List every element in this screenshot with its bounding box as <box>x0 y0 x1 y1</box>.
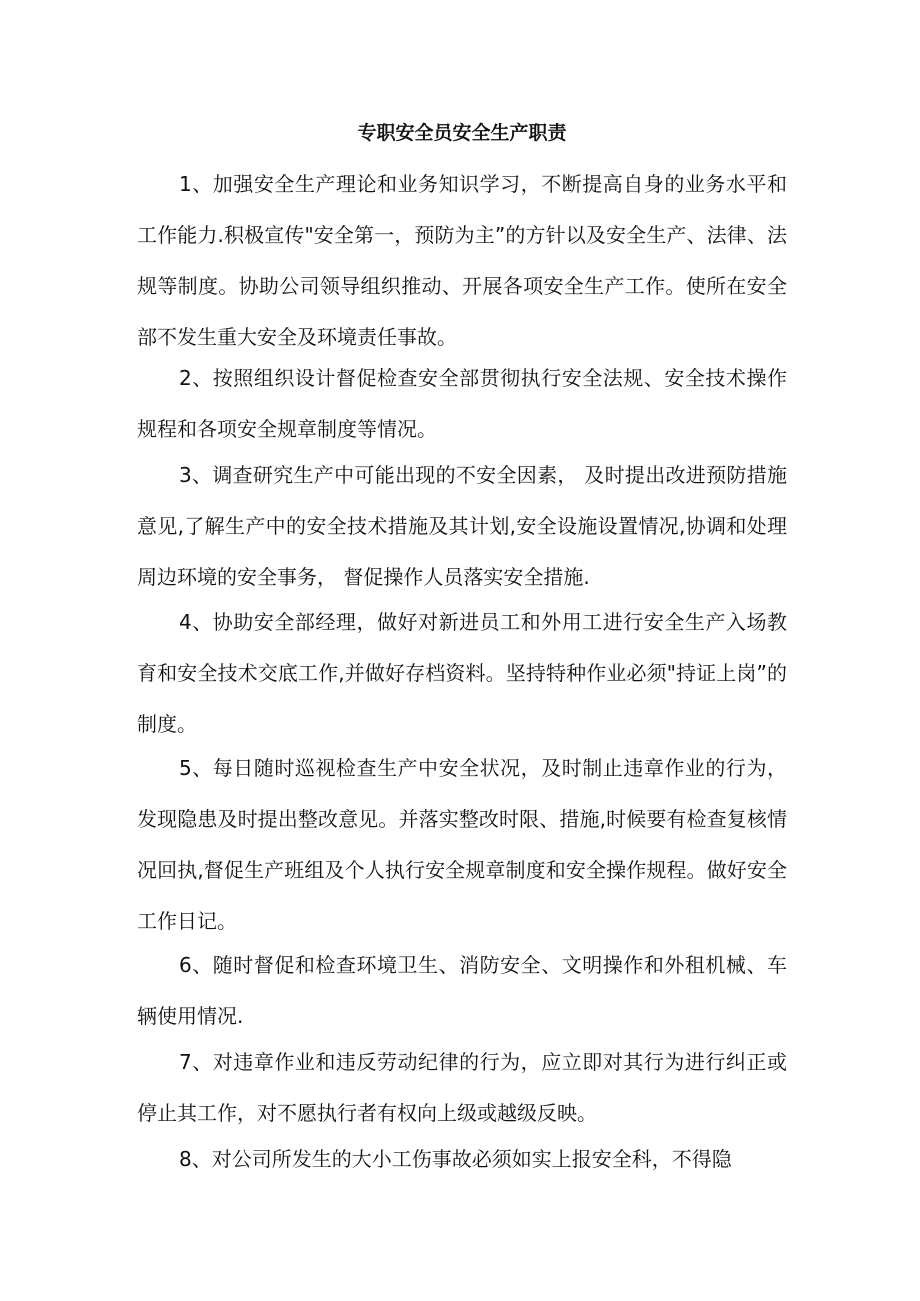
paragraph-5: 5、每日随时巡视检查生产中安全状况，及时制止违章作业的行为，发现隐患及时提出整改意见。并落实整改时限、措施,时候要有检查复核情况回执,督促生产班组及个人执行安全规章制度和安全操作规程。做好安全工作日记。 <box>137 756 787 933</box>
paragraph-6: 6、随时督促和检查环境卫生、消防安全、文明操作和外租机械、车辆使用情况. <box>137 953 787 1028</box>
paragraph-7: 7、对违章作业和违反劳动纪律的行为，应立即对其行为进行纠正或停止其工作，对不愿执行者有权向上级或越级反映。 <box>137 1050 787 1125</box>
paragraph-3: 3、调查研究生产中可能出现的不安全因素， 及时提出改进预防措施意见,了解生产中的安全技术措施及其计划,安全设施设置情况,协调和处理周边环境的安全事务， 督促操作人员落实安全措施. <box>137 463 787 589</box>
document-title: 专职安全员安全生产职责 <box>357 122 567 144</box>
paragraph-4: 4、协助安全部经理，做好对新进员工和外用工进行安全生产入场教育和安全技术交底工作,并做好存档资料。坚持特种作业必须"持证上岗”的制度。 <box>137 610 787 736</box>
paragraph-1: 1、加强安全生产理论和业务知识学习，不断提高自身的业务水平和工作能力.积极宣传"安全第一，预防为主”的方针以及安全生产、法律、法规等制度。协助公司领导组织推动、开展各项安全生产工作。使所在安全部不发生重大安全及环境责任事故。 <box>137 172 787 349</box>
paragraph-2: 2、按照组织设计督促检查安全部贯彻执行安全法规、安全技术操作规程和各项安全规章制度等情况。 <box>137 366 787 441</box>
paragraph-8: 8、对公司所发生的大小工伤事故必须如实上报安全科，不得隐 <box>179 1147 732 1171</box>
